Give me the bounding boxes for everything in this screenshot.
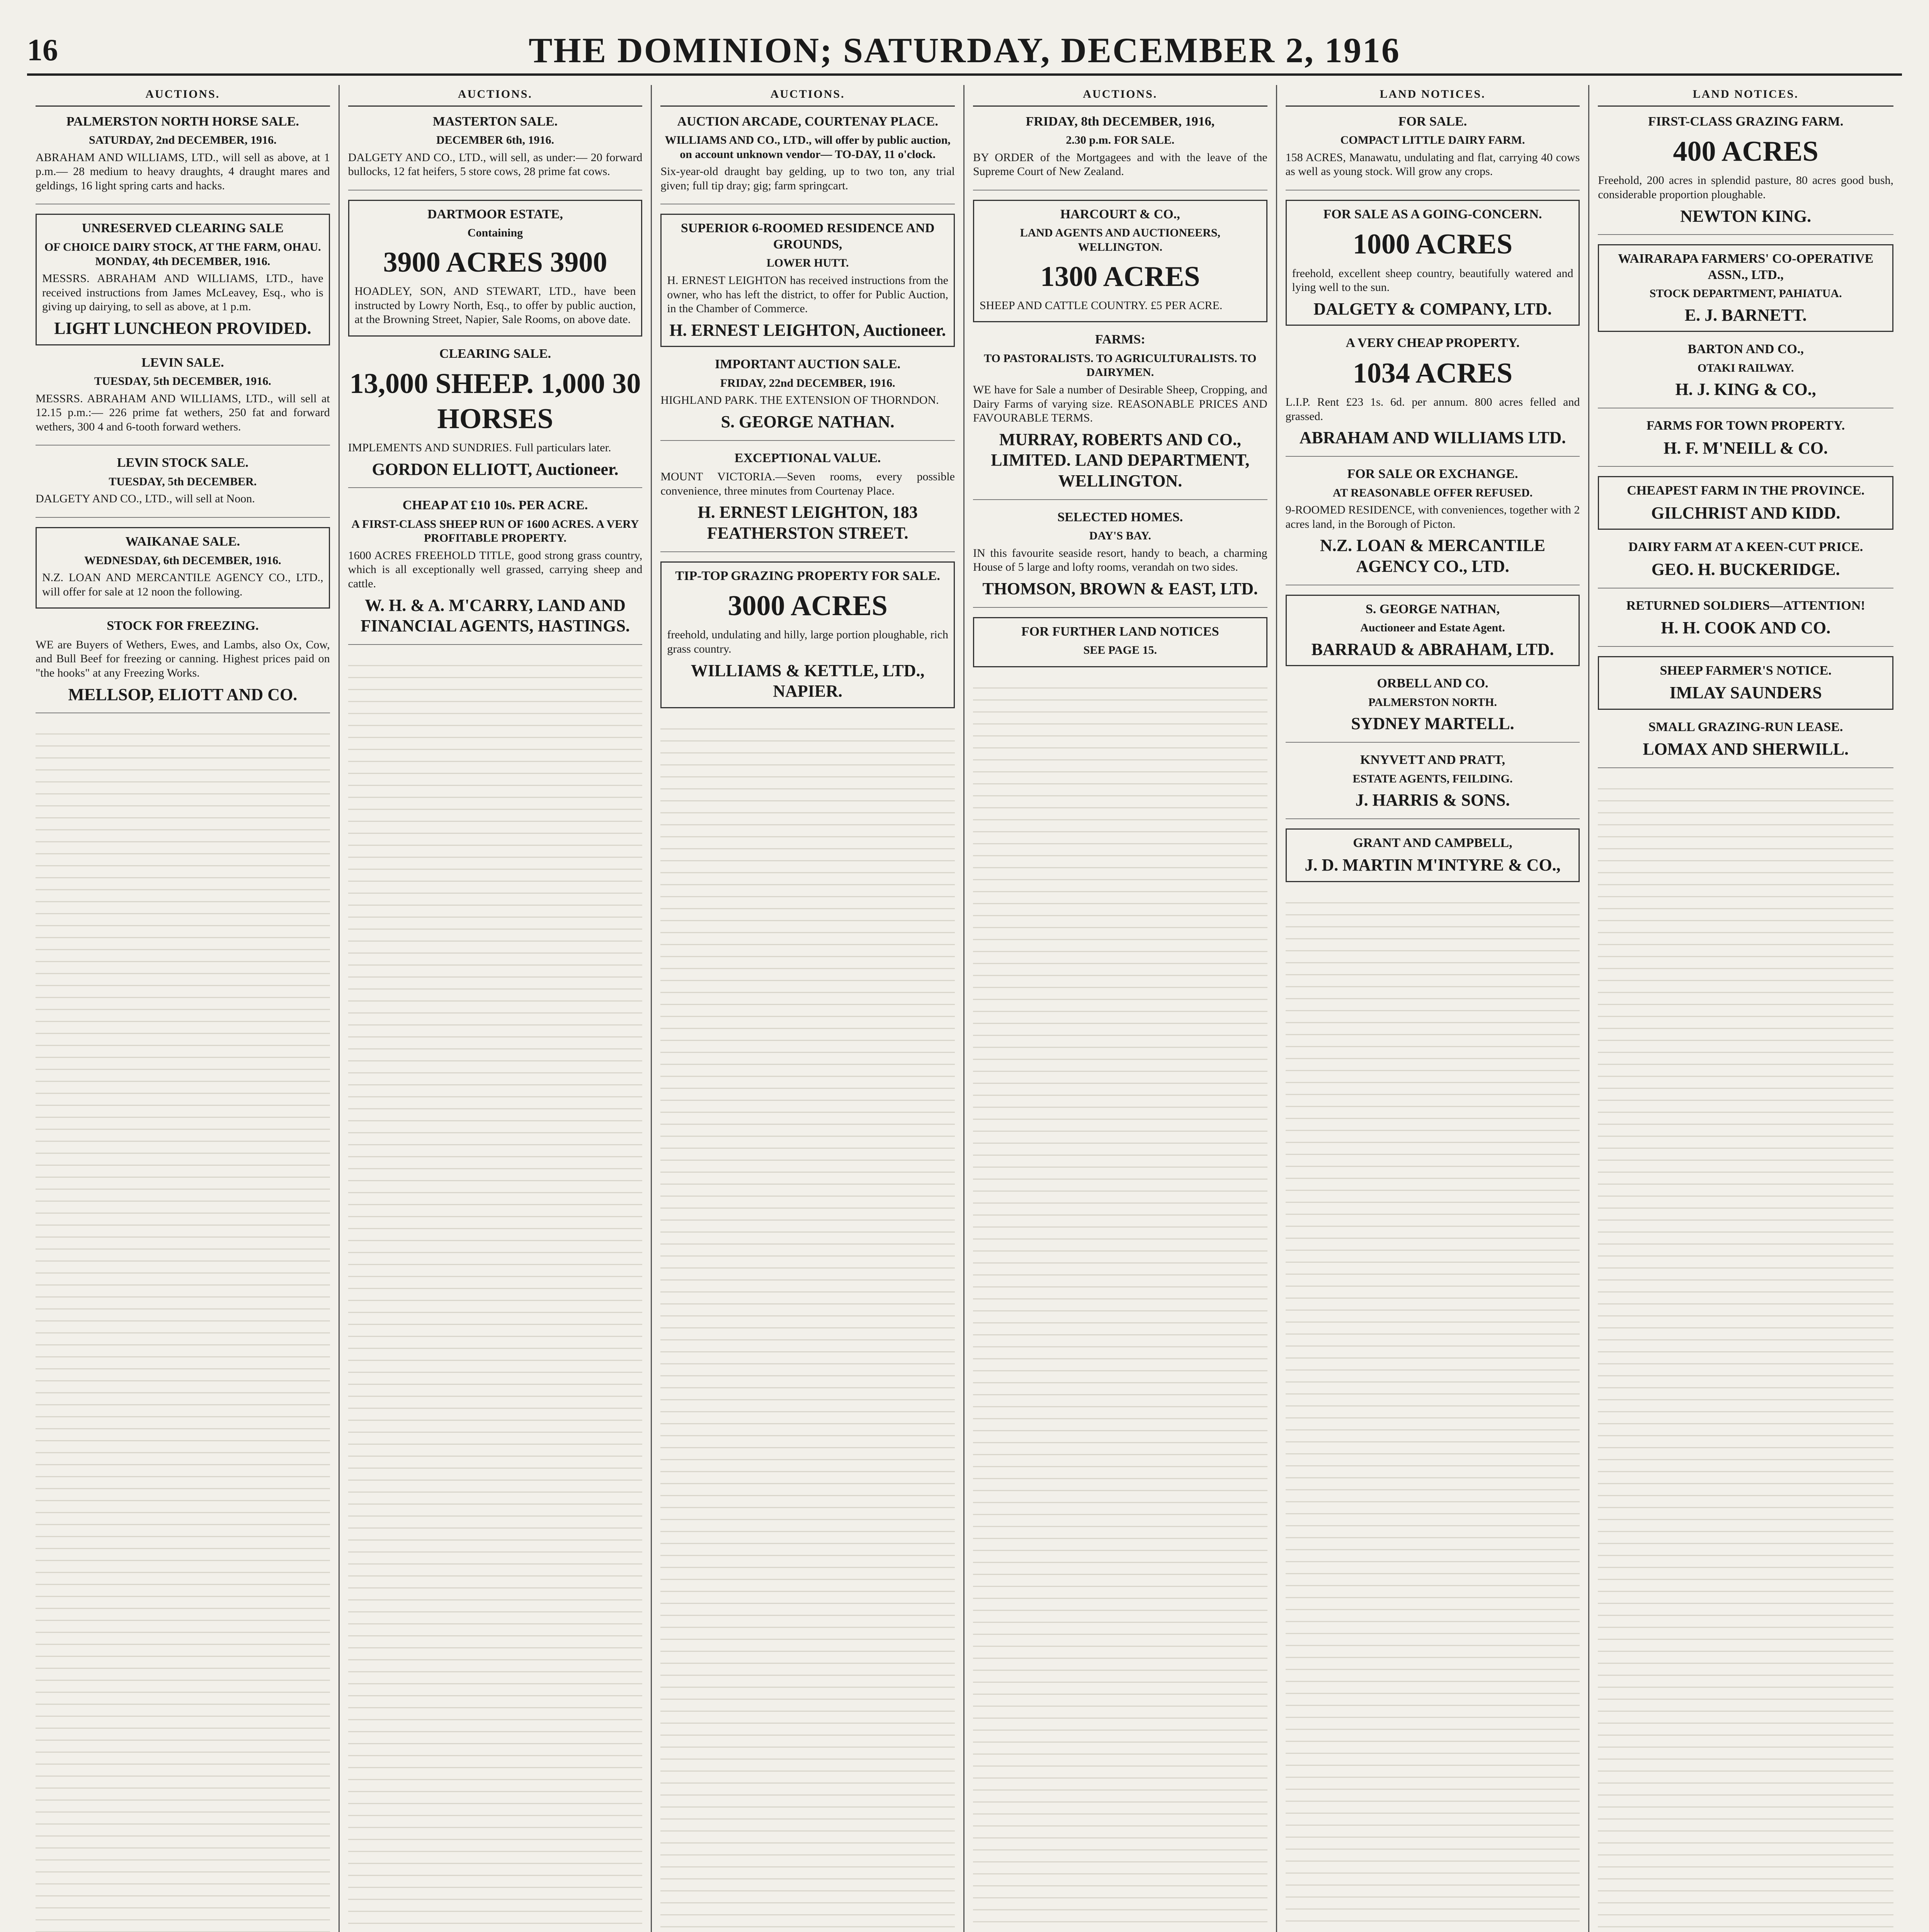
ad-headline-figure: 13,000 SHEEP. 1,000 30 HORSES [349,368,641,435]
ad-subtitle: COMPACT LITTLE DAIRY FARM. [1340,134,1525,147]
ad-subtitle: TUESDAY, 5th DECEMBER, 1916. [94,375,271,388]
ad-title: S. GEORGE NATHAN, [1366,602,1500,616]
ad-subtitle: TO PASTORALISTS. TO AGRICULTURALISTS. TO DAIRYMEN. [984,352,1257,379]
ad-title: BARTON AND CO., [1687,342,1804,357]
ad-body: MESSRS. ABRAHAM AND WILLIAMS, LTD., have received instructions from James McLeavey, Esq., who is giving up dairying, to sell as above, at 1 p.m. [42,272,323,313]
masthead [27,27,1902,76]
ad-subtitle: 2.30 p.m. FOR SALE. [1066,134,1175,147]
ad-subtitle: OTAKI RAILWAY. [1697,361,1794,374]
ad-signature: S. GEORGE NATHAN. [721,412,895,432]
ad-signature: WILLIAMS & KETTLE, LTD., NAPIER. [691,661,925,701]
advertisement [1598,719,1893,768]
ad-subtitle: AT REASONABLE OFFER REFUSED. [1332,486,1533,499]
ad-title: MASTERTON SALE. [432,114,558,129]
ad-title: PALMERSTON NORTH HORSE SALE. [66,114,299,129]
ad-title: SELECTED HOMES. [1057,510,1183,524]
ad-subtitle: OF CHOICE DAIRY STOCK, AT THE FARM, OHAU. MONDAY, 4th DECEMBER, 1916. [44,240,321,268]
advertisement [1598,341,1893,408]
ad-signature: LOMAX AND SHERWILL. [1643,740,1849,759]
ad-title: FOR SALE OR EXCHANGE. [1347,467,1518,481]
ad-title: KNYVETT AND PRATT, [1360,753,1505,767]
ad-subtitle: WEDNESDAY, 6th DECEMBER, 1916. [84,554,281,567]
advertisement [660,214,955,347]
column-4 [964,85,1277,1932]
ad-title: FRIDAY, 8th DECEMBER, 1916, [1026,114,1215,129]
advertisement [1598,476,1893,530]
ad-headline-figure: 3900 ACRES 3900 [383,246,607,278]
ad-title: A VERY CHEAP PROPERTY. [1346,336,1520,350]
ad-signature: N.Z. LOAN & MERCANTILE AGENCY CO., LTD. [1320,536,1546,576]
ad-body: BY ORDER of the Mortgagees and with the leave of the Supreme Court of New Zealand. [973,151,1267,178]
advertisement [1286,828,1580,882]
ad-body: H. ERNEST LEIGHTON has received instructions from the owner, who has left the district, to offer for Public Auction, in the Chamber of Commerce. [667,274,948,315]
column-body-text [36,723,330,1932]
columns-container [27,85,1902,1932]
advertisement [973,509,1267,608]
ad-signature: IMLAY SAUNDERS [1669,683,1822,702]
ad-body: HOADLEY, SON, AND STEWART, LTD., have been instructed by Lowry North, Esq., to offer by public auction, at the Browning Street, Napier, Sale Rooms, on above date. [354,285,636,326]
ad-body: freehold, excellent sheep country, beautifully watered and lying well to the sun. [1292,267,1573,294]
ad-headline-figure: 400 ACRES [1673,136,1818,168]
advertisement [1598,598,1893,647]
advertisement [660,356,955,440]
ad-subtitle: Auctioneer and Estate Agent. [1360,621,1505,634]
advertisement [36,455,330,518]
ad-body: freehold, undulating and hilly, large portion ploughable, rich grass country. [667,628,948,656]
advertisement [1286,466,1580,585]
ad-body: Freehold, 200 acres in splendid pasture, 80 acres good bush, considerable proportion ploughable. [1598,174,1893,201]
ad-body: L.I.P. Rent £23 1s. 6d. per annum. 800 acres felled and grassed. [1285,396,1580,423]
ad-title: SHEEP FARMER'S NOTICE. [1660,663,1832,678]
advertisement [1286,200,1580,326]
ad-body: WE are Buyers of Wethers, Ewes, and Lambs, also Ox, Cow, and Bull Beef for freezing or canning. Highest prices paid on "the hooks" at any Freezing Works. [36,638,330,679]
advertisement [36,527,330,609]
advertisement [1598,244,1893,332]
column-body-text [348,654,643,1932]
ad-subtitle: DAY'S BAY. [1089,529,1151,543]
column-heading: AUCTIONS. [660,85,955,107]
ad-signature: H. H. COOK AND CO. [1661,618,1831,638]
ad-body: Six-year-old draught bay gelding, up to two ton, any trial given; full tip dray; gig; farm springcart. [660,165,955,192]
column-heading: AUCTIONS. [973,85,1267,107]
ad-signature: SYDNEY MARTELL. [1351,714,1514,733]
column-heading: AUCTIONS. [36,85,330,107]
newspaper-title: THE DOMINION; SATURDAY, DECEMBER 2, 1916 [529,31,1400,70]
ad-subtitle: DECEMBER 6th, 1916. [436,134,554,147]
ad-signature: GEO. H. BUCKERIDGE. [1651,560,1840,579]
ad-signature: ABRAHAM AND WILLIAMS LTD. [1299,428,1566,447]
ad-subtitle: PALMERSTON NORTH. [1368,696,1497,709]
ad-signature: W. H. & A. M'CARRY, LAND AND FINANCIAL AGENTS, HASTINGS. [361,595,630,636]
advertisement [36,214,330,345]
ad-title: STOCK FOR FREEZING. [107,619,259,633]
ad-signature: E. J. BARNETT. [1684,305,1807,325]
advertisement [973,332,1267,500]
ad-body: DALGETY AND CO., LTD., will sell at Noon. [36,492,255,505]
advertisement [1598,114,1893,235]
advertisement [1286,335,1580,457]
advertisement [1286,675,1580,743]
ad-title: CHEAP AT £10 10s. PER ACRE. [402,498,588,513]
ad-title: CHEAPEST FARM IN THE PROVINCE. [1627,483,1865,498]
ad-signature: J. HARRIS & SONS. [1355,791,1510,810]
advertisement [660,450,955,552]
advertisement [1598,656,1893,710]
ad-title: FOR SALE. [1398,114,1467,129]
advertisement [36,114,330,205]
advertisement [973,200,1267,323]
ad-title: TIP-TOP GRAZING PROPERTY FOR SALE. [675,568,940,583]
ad-title: DARTMOOR ESTATE, [427,207,563,221]
page-number: 16 [27,33,58,67]
advertisement [36,618,330,713]
ad-title: LEVIN STOCK SALE. [117,456,249,470]
ad-headline-figure: 1034 ACRES [1352,357,1513,389]
column-heading: LAND NOTICES. [1286,85,1580,107]
column-heading: AUCTIONS. [348,85,643,107]
ad-subtitle: LOWER HUTT. [766,257,849,270]
ad-body: ABRAHAM AND WILLIAMS, LTD., will sell as above, at 1 p.m.— 28 medium to heavy draughts, 4 draught mares and geldings, 16 light spring carts and hacks. [36,151,330,192]
advertisement [36,355,330,446]
advertisement [1598,539,1893,588]
ad-subtitle: TUESDAY, 5th DECEMBER. [109,475,257,488]
ad-title: WAIKANAE SALE. [125,534,240,549]
column-body-text [973,677,1267,1932]
ad-headline-figure: 3000 ACRES [728,590,888,622]
ad-body: 1600 ACRES FREEHOLD TITLE, good strong grass country, which is all exceptionally well grassed, carrying sheep and cattle. [348,549,643,590]
advertisement [348,346,643,488]
ad-title: AUCTION ARCADE, COURTENAY PLACE. [677,114,938,129]
column-3 [652,85,964,1932]
ad-subtitle: LAND AGENTS AND AUCTIONEERS, WELLINGTON. [1020,226,1221,253]
ad-signature: H. J. KING & CO., [1675,380,1816,399]
ad-signature: LIGHT LUNCHEON PROVIDED. [54,318,311,338]
advertisement [1598,418,1893,467]
ad-subtitle: WILLIAMS AND CO., LTD., will offer by public auction, on account unknown vendor— TO-DAY, 11 o'clock. [665,134,951,161]
ad-signature: J. D. MARTIN M'INTYRE & CO., [1305,855,1561,875]
ad-body: HIGHLAND PARK. THE EXTENSION OF THORNDON. [660,394,939,407]
ad-title: GRANT AND CAMPBELL, [1353,835,1512,850]
column-2 [340,85,652,1932]
column-1 [27,85,340,1932]
ad-title: FIRST-CLASS GRAZING FARM. [1648,114,1844,129]
advertisement [660,561,955,708]
column-5 [1277,85,1590,1932]
ad-title: IMPORTANT AUCTION SALE. [715,357,901,372]
advertisement [1286,595,1580,667]
ad-title: CLEARING SALE. [439,346,551,361]
ad-signature: H. F. M'NEILL & CO. [1664,438,1828,457]
ad-body: WE have for Sale a number of Desirable Sheep, Cropping, and Dairy Farms of varying size. REASONABLE PRICES AND FAVOURABLE TERMS. [973,383,1267,425]
ad-headline-figure: 1000 ACRES [1352,228,1513,260]
ad-signature: MURRAY, ROBERTS AND CO., LIMITED. LAND DEPARTMENT, WELLINGTON. [991,430,1250,491]
advertisement [1286,752,1580,819]
ad-title: FOR FURTHER LAND NOTICES [1021,624,1219,639]
ad-subtitle: Containing [467,226,523,240]
ad-title: SUPERIOR 6-ROOMED RESIDENCE AND GROUNDS, [680,221,935,252]
ad-signature: NEWTON KING. [1680,206,1812,226]
ad-title: HARCOURT & CO., [1060,207,1180,221]
advertisement [660,114,955,205]
ad-body: MESSRS. ABRAHAM AND WILLIAMS, LTD., will sell at 12.15 p.m.:— 226 prime fat wethers, 250 fat and forward wethers, 300 4 and 6-tooth forward wethers. [36,392,330,433]
ad-body: 9-ROOMED RESIDENCE, with conveniences, together with 2 acres land, in the Borough of Picton. [1285,503,1580,531]
ad-signature: BARRAUD & ABRAHAM, LTD. [1311,639,1554,659]
column-heading: LAND NOTICES. [1598,85,1893,107]
ad-signature: THOMSON, BROWN & EAST, LTD. [982,579,1258,599]
ad-body: IN this favourite seaside resort, handy to beach, a charming House of 5 large and lofty rooms, verandah on two sides. [973,546,1267,574]
ad-title: WAIRARAPA FARMERS' CO-OPERATIVE ASSN., LTD., [1618,252,1874,282]
advertisement [973,617,1267,667]
column-body-text [1286,891,1580,1932]
ad-title: LEVIN SALE. [141,355,224,370]
column-body-text [660,718,955,1932]
advertisement [1286,114,1580,190]
ad-body: 158 ACRES, Manawatu, undulating and flat, carrying 40 cows as well as young stock. Will grow any crops. [1285,151,1580,178]
ad-signature: H. ERNEST LEIGHTON, 183 FEATHERSTON STREET. [697,503,918,543]
ad-signature: H. ERNEST LEIGHTON, Auctioneer. [669,320,946,340]
column-body-text [1598,777,1893,1932]
ad-subtitle: A FIRST-CLASS SHEEP RUN OF 1600 ACRES. A VERY PROFITABLE PROPERTY. [351,517,639,545]
ad-title: UNRESERVED CLEARING SALE [82,221,284,236]
ad-body: DALGETY AND CO., LTD., will sell, as under:— 20 forward bullocks, 12 fat heifers, 5 store cows, 28 prime fat cows. [348,151,643,178]
ad-body: SHEEP AND CATTLE COUNTRY. £5 PER ACRE. [980,299,1223,312]
ad-headline-figure: 1300 ACRES [1040,260,1200,293]
ad-title: RETURNED SOLDIERS—ATTENTION! [1626,598,1865,613]
ad-body: MOUNT VICTORIA.—Seven rooms, every possible convenience, three minutes from Courtenay Place. [660,470,955,497]
advertisement [348,497,643,645]
advertisement [348,200,643,337]
ad-title: FARMS: [1095,332,1145,347]
ad-title: ORBELL AND CO. [1377,676,1488,691]
ad-signature: MELLSOP, ELIOTT AND CO. [68,685,298,704]
ad-subtitle: SATURDAY, 2nd DECEMBER, 1916. [88,134,277,147]
ad-subtitle: STOCK DEPARTMENT, PAHIATUA. [1649,287,1842,300]
ad-title: FARMS FOR TOWN PROPERTY. [1647,418,1845,433]
column-6 [1589,85,1902,1932]
ad-body: N.Z. LOAN AND MERCANTILE AGENCY CO., LTD., will offer for sale at 12 noon the following. [42,571,323,598]
ad-title: DAIRY FARM AT A KEEN-CUT PRICE. [1628,540,1863,554]
ad-title: SMALL GRAZING-RUN LEASE. [1648,719,1843,734]
advertisement [348,114,643,190]
ad-subtitle: ESTATE AGENTS, FEILDING. [1352,772,1513,785]
ad-subtitle: FRIDAY, 22nd DECEMBER, 1916. [720,376,895,389]
ad-signature: DALGETY & COMPANY, LTD. [1313,299,1552,318]
ad-signature: GILCHRIST AND KIDD. [1651,503,1841,522]
ad-subtitle: SEE PAGE 15. [1083,644,1157,657]
ad-signature: GORDON ELLIOTT, Auctioneer. [372,459,619,479]
ad-title: EXCEPTIONAL VALUE. [734,451,881,465]
advertisement [973,114,1267,190]
ad-title: FOR SALE AS A GOING-CONCERN. [1323,207,1542,221]
ad-body: IMPLEMENTS AND SUNDRIES. Full particulars later. [348,441,611,454]
